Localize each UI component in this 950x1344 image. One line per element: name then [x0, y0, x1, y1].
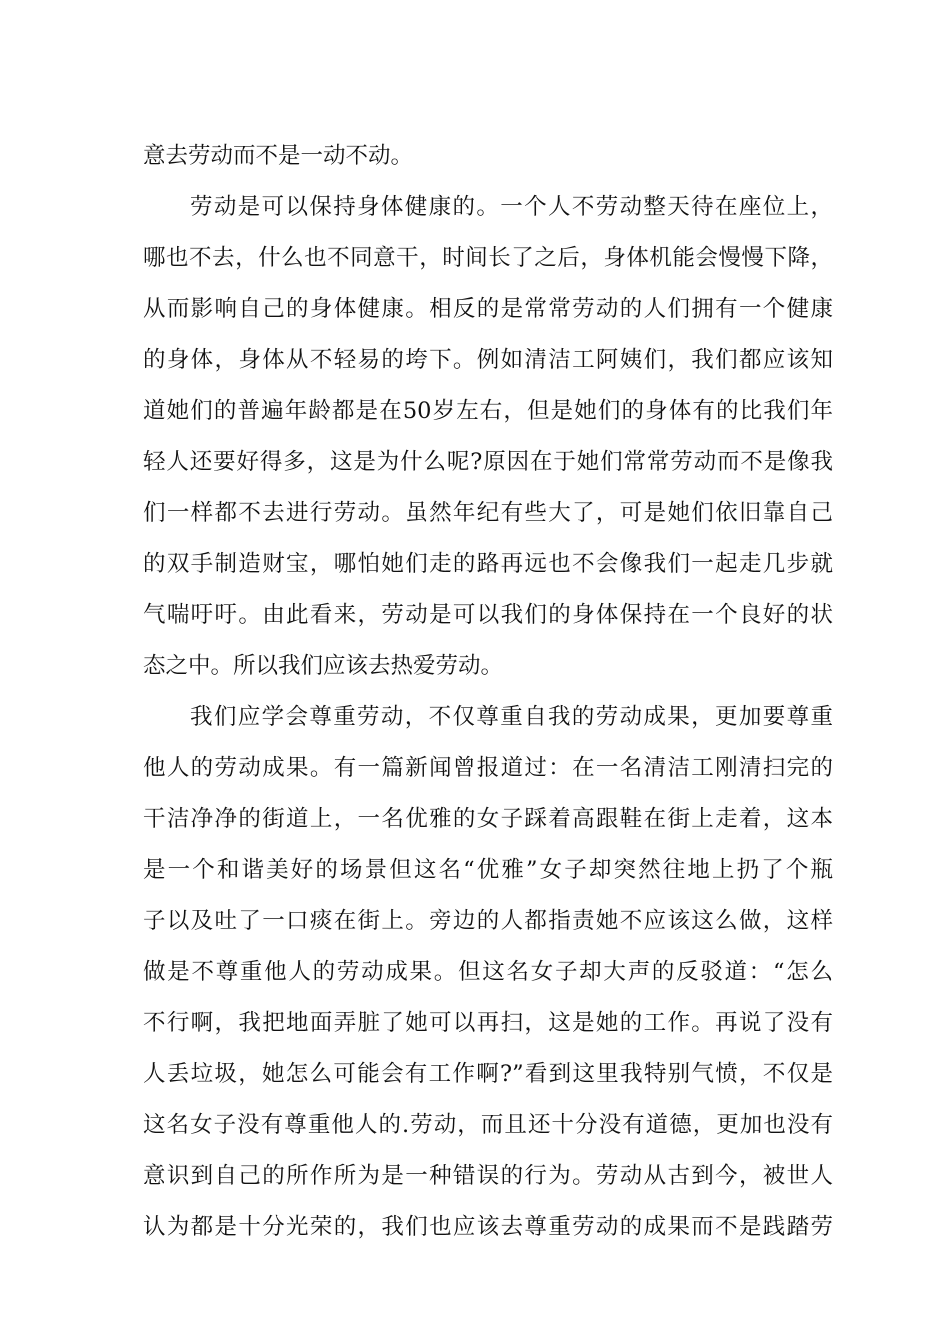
- body-text: [143, 131, 833, 1253]
- text-line: 他人的劳动成果。有一篇新闻曾报道过：在一名清洁工刚清扫完的: [143, 755, 833, 781]
- text-line: 人丢垃圾，她怎么可能会有工作啊?”看到这里我特别气愤，不仅是: [143, 1061, 833, 1087]
- text-line: 从而影响自己的身体健康。相反的是常常劳动的人们拥有一个健康: [143, 296, 833, 322]
- text-line: 不行啊，我把地面弄脏了她可以再扫，这是她的工作。再说了没有: [143, 1010, 833, 1036]
- text-line: 们一样都不去进行劳动。虽然年纪有些大了，可是她们依旧靠自己: [143, 500, 833, 526]
- text-line: 这名女子没有尊重他人的.劳动，而且还十分没有道德，更加也没有: [143, 1112, 833, 1138]
- text-line: 道她们的普遍年龄都是在50岁左右，但是她们的身体有的比我们年: [143, 398, 833, 424]
- text-line: 我们应学会尊重劳动，不仅尊重自我的劳动成果，更加要尊重: [190, 704, 833, 730]
- text-line: 认为都是十分光荣的，我们也应该去尊重劳动的成果而不是践踏劳: [143, 1214, 833, 1240]
- text-line: 是一个和谐美好的场景但这名“优雅”女子却突然往地上扔了个瓶: [143, 857, 833, 883]
- text-line: 劳动是可以保持身体健康的。一个人不劳动整天待在座位上，: [190, 194, 833, 220]
- text-line: 干洁净净的街道上，一名优雅的女子踩着高跟鞋在街上走着，这本: [143, 806, 833, 832]
- text-line: 子以及吐了一口痰在街上。旁边的人都指责她不应该这么做，这样: [143, 908, 833, 934]
- text-line: 态之中。所以我们应该去热爱劳动。: [143, 653, 504, 679]
- text-line: 的双手制造财宝，哪怕她们走的路再远也不会像我们一起走几步就: [143, 551, 833, 577]
- text-line: 意去劳动而不是一动不动。: [143, 143, 414, 169]
- text-line: 轻人还要好得多，这是为什么呢?原因在于她们常常劳动而不是像我: [143, 449, 833, 475]
- text-line: 气喘吁吁。由此看来，劳动是可以我们的身体保持在一个良好的状: [143, 602, 833, 628]
- text-line: 做是不尊重他人的劳动成果。但这名女子却大声的反驳道：“怎么: [143, 959, 833, 985]
- text-line: 哪也不去，什么也不同意干，时间长了之后，身体机能会慢慢下降，: [143, 245, 833, 271]
- text-line: 的身体，身体从不轻易的垮下。例如清洁工阿姨们，我们都应该知: [143, 347, 833, 373]
- text-line: 意识到自己的所作所为是一种错误的行为。劳动从古到今，被世人: [143, 1163, 833, 1189]
